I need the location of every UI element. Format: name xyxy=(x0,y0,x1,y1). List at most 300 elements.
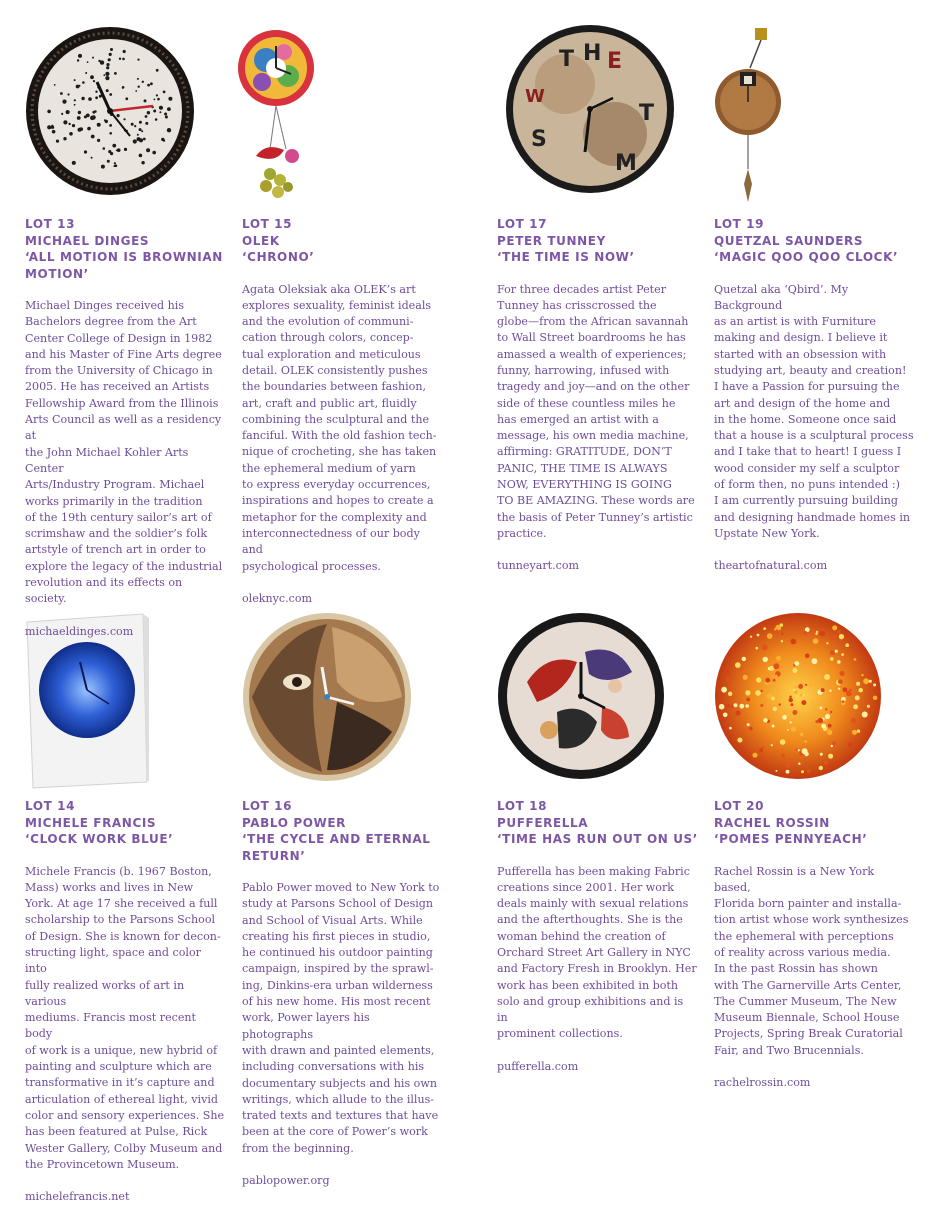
texture-dot xyxy=(137,137,141,141)
texture-dot xyxy=(832,625,837,630)
texture-dot xyxy=(830,650,835,655)
artwork-title: ‘ALL MOTION IS BROWNIAN xyxy=(25,250,223,264)
texture-dot xyxy=(820,753,823,756)
texture-dot xyxy=(861,674,863,676)
lot-20-entry xyxy=(714,798,914,1091)
texture-dot xyxy=(133,139,137,143)
texture-dot xyxy=(850,689,852,691)
texture-dot xyxy=(125,97,128,100)
texture-dot xyxy=(801,700,806,705)
texture-dot xyxy=(794,690,798,694)
texture-dot xyxy=(831,745,833,747)
lot-heading xyxy=(25,798,225,848)
texture-dot xyxy=(824,719,826,721)
texture-dot xyxy=(781,633,783,635)
texture-dot xyxy=(60,92,63,95)
texture-dot xyxy=(812,658,818,664)
artist-website-link[interactable]: pablopower.org xyxy=(242,1174,330,1188)
texture-dot xyxy=(843,687,848,692)
texture-dot xyxy=(819,766,823,770)
texture-dot xyxy=(155,118,158,121)
texture-dot xyxy=(755,647,758,650)
texture-dot xyxy=(813,638,819,644)
texture-dot xyxy=(787,729,789,731)
texture-dot xyxy=(873,683,876,686)
texture-dot xyxy=(809,683,814,688)
texture-dot xyxy=(835,650,838,653)
texture-dot xyxy=(119,58,121,60)
texture-dot xyxy=(74,104,76,106)
texture-dot xyxy=(851,718,856,723)
lot-number: LOT 20 xyxy=(714,799,765,813)
texture-dot xyxy=(87,61,89,63)
texture-dot xyxy=(91,135,95,139)
texture-dot xyxy=(729,727,732,730)
texture-dot xyxy=(146,148,150,152)
texture-dot xyxy=(123,118,125,120)
artist-name: PABLO POWER xyxy=(242,815,346,830)
texture-dot xyxy=(156,69,159,72)
texture-dot xyxy=(72,161,76,165)
texture-dot xyxy=(794,686,797,689)
texture-dot xyxy=(72,124,75,127)
artwork-title: ‘THE TIME IS NOW’ xyxy=(497,250,635,264)
texture-dot xyxy=(867,705,870,708)
texture-dot xyxy=(750,636,752,638)
texture-dot xyxy=(775,675,777,677)
texture-dot xyxy=(61,113,63,115)
texture-dot xyxy=(104,119,106,121)
texture-dot xyxy=(828,724,832,728)
texture-dot xyxy=(771,697,775,701)
texture-dot xyxy=(789,620,791,622)
texture-dot xyxy=(838,688,840,690)
svg-text:T: T xyxy=(559,47,575,72)
svg-text:T: T xyxy=(639,101,655,126)
texture-dot xyxy=(734,703,738,707)
texture-dot xyxy=(141,130,143,132)
artist-bio: Agata Oleksiak aka OLEK’s art explores sexuality, feminist ideals and the evolution of communi- cation through colors, concep- tual exploration and meticulous detail. OLEK consistently pushes the boundaries between fashion, art, craft and public art, fluidly combining the sculptural and the fanciful. With the old fashion tech- nique of crocheting, she has taken the ephemeral medium of yarn to express everyday occurrences, inspirations and hopes to create a metaphor for the complexity and interconnectedness of our body and psychological processes. xyxy=(242,282,437,573)
artist-website-link[interactable]: michelefrancis.net xyxy=(25,1190,130,1204)
texture-dot xyxy=(79,85,81,87)
lot-number: LOT 15 xyxy=(242,217,293,231)
texture-dot xyxy=(122,58,125,61)
artist-bio: Pablo Power moved to New York to study at Parsons School of Design and School of Visual Arts. While creating his first pieces in studio, he continued his outdoor painting campaign, inspired by the sprawl- ing, Dinkins-era urban wilderness of his new home. His most recent work, Power layers his photographs with drawn and painted elements, including conversations with his documentary subjects and his own writings, which allude to the illus- trated texts and textures that have been at the core of Power’s work from the beginning. xyxy=(242,881,440,1155)
texture-dot xyxy=(719,704,725,710)
texture-dot xyxy=(773,679,776,682)
lot-number: LOT 13 xyxy=(25,217,76,231)
texture-dot xyxy=(91,115,95,119)
texture-dot xyxy=(105,76,109,80)
texture-dot xyxy=(117,114,120,117)
artwork-pufferella-clock xyxy=(497,612,665,780)
texture-dot xyxy=(772,725,775,728)
texture-dot xyxy=(137,59,139,61)
texture-dot xyxy=(66,110,69,113)
texture-dot xyxy=(74,79,76,81)
texture-dot xyxy=(152,151,156,155)
texture-dot xyxy=(135,90,137,92)
lot-number: LOT 14 xyxy=(25,799,76,813)
artwork-title: ‘POMES PENNYEACH’ xyxy=(714,832,868,846)
texture-dot xyxy=(827,730,832,735)
texture-dot xyxy=(93,80,95,82)
texture-dot xyxy=(164,113,167,116)
texture-dot xyxy=(780,739,786,745)
texture-dot xyxy=(157,98,160,101)
texture-dot xyxy=(845,643,849,647)
lot-13-entry xyxy=(25,216,225,640)
texture-dot xyxy=(143,138,146,141)
texture-dot xyxy=(78,54,82,58)
texture-dot xyxy=(756,677,761,682)
texture-dot xyxy=(805,654,810,659)
svg-text:E: E xyxy=(607,49,623,74)
lot-heading xyxy=(497,216,697,266)
texture-dot xyxy=(87,127,91,131)
texture-dot xyxy=(142,81,144,83)
texture-dot xyxy=(116,150,118,152)
texture-dot xyxy=(114,72,117,75)
texture-dot xyxy=(791,726,796,731)
texture-dot xyxy=(163,139,165,141)
texture-dot xyxy=(820,631,826,637)
texture-dot xyxy=(825,714,830,719)
texture-dot xyxy=(776,656,781,661)
artwork-michael-dinges-clock xyxy=(25,26,195,196)
texture-dot xyxy=(753,753,758,758)
texture-dot xyxy=(773,707,777,711)
texture-dot xyxy=(818,718,823,723)
texture-dot xyxy=(165,116,168,119)
texture-dot xyxy=(873,696,877,700)
texture-dot xyxy=(815,633,817,635)
texture-dot xyxy=(821,688,825,692)
texture-dot xyxy=(112,144,116,148)
texture-dot xyxy=(731,705,734,708)
texture-dot xyxy=(153,110,156,113)
texture-dot xyxy=(109,53,112,56)
texture-dot xyxy=(81,97,84,100)
texture-dot xyxy=(802,694,804,696)
artwork-title: RETURN’ xyxy=(242,848,306,863)
texture-dot xyxy=(67,93,69,95)
texture-dot xyxy=(47,110,51,114)
texture-dot xyxy=(825,708,827,710)
texture-dot xyxy=(144,99,147,102)
texture-dot xyxy=(749,727,752,730)
texture-dot xyxy=(779,710,783,714)
texture-dot xyxy=(803,631,807,635)
texture-dot xyxy=(839,634,844,639)
texture-dot xyxy=(85,72,87,74)
texture-dot xyxy=(74,99,76,101)
texture-dot xyxy=(95,91,97,93)
texture-dot xyxy=(723,713,728,718)
texture-dot xyxy=(737,738,742,743)
texture-dot xyxy=(77,116,81,120)
texture-dot xyxy=(105,72,109,76)
svg-text:S: S xyxy=(531,127,547,152)
texture-dot xyxy=(826,642,828,644)
texture-dot xyxy=(114,162,116,164)
texture-dot xyxy=(124,148,127,151)
texture-dot xyxy=(790,721,792,723)
texture-dot xyxy=(154,99,156,101)
texture-dot xyxy=(156,94,158,96)
texture-dot xyxy=(790,639,796,645)
texture-dot xyxy=(90,75,94,79)
texture-dot xyxy=(109,132,112,135)
texture-dot xyxy=(106,89,109,92)
texture-dot xyxy=(167,107,171,111)
artist-website-link[interactable]: pufferella.com xyxy=(497,1059,579,1073)
texture-dot xyxy=(747,723,750,726)
texture-dot xyxy=(841,653,844,656)
texture-dot xyxy=(786,770,790,774)
lot-16-entry xyxy=(242,798,442,1189)
lot-number: LOT 17 xyxy=(497,217,548,231)
texture-dot xyxy=(47,125,51,129)
lot-heading xyxy=(714,798,914,848)
texture-dot xyxy=(134,125,136,127)
texture-dot xyxy=(95,96,98,99)
artist-bio: Michael Dinges received his Bachelors degree from the Art Center College of Design in 1982 and his Master of Fine Arts degree from the University of Chicago in 2005. He has received an Artists Fellowship Award from the Illinois Arts Council as well as a residency at the John Michael Kohler Arts Center Arts/Industry Program. Michael works primarily in the tradition of the 19th century sailor’s art of scrimshaw and the soldier’s folk artstyle of trench art in order to explore the legacy of the industrial revolution and its effects on society. xyxy=(25,299,223,606)
texture-dot xyxy=(763,718,767,722)
texture-dot xyxy=(842,700,845,703)
texture-dot xyxy=(846,690,852,696)
texture-dot xyxy=(807,769,810,772)
texture-dot xyxy=(785,763,790,768)
texture-dot xyxy=(792,710,797,715)
lot-heading xyxy=(25,216,225,282)
texture-dot xyxy=(724,669,729,674)
texture-dot xyxy=(855,656,857,658)
artwork-pablo-power-clock xyxy=(242,612,412,782)
texture-dot xyxy=(800,693,803,696)
texture-dot xyxy=(137,134,139,136)
texture-dot xyxy=(821,724,826,729)
texture-dot xyxy=(830,657,834,661)
texture-dot xyxy=(88,97,92,101)
texture-dot xyxy=(781,640,783,642)
texture-dot xyxy=(147,84,150,87)
lot-heading xyxy=(497,798,697,848)
texture-dot xyxy=(110,48,113,51)
texture-dot xyxy=(762,644,768,650)
texture-dot xyxy=(122,86,125,89)
texture-dot xyxy=(837,630,841,634)
artist-bio: Quetzal aka ‘Qbird’. My Background as an artist is with Furniture making and design. I believe it started with an obsession with studying art, beauty and creation! I have a Passion for pursuing the art and design of the home and in the home. Someone once said that a house is a sculptural process and I take that to heart! I guess I wood consider my self a sculptor of form then, no puns intended :) I am currently pursuing building and designing handmade homes in Upstate New York. xyxy=(714,282,914,540)
texture-dot xyxy=(106,66,109,69)
artwork-title: MOTION’ xyxy=(25,266,89,281)
artwork-title: ‘TIME HAS RUN OUT ON US’ xyxy=(497,832,698,846)
artist-website-link[interactable]: oleknyc.com xyxy=(242,591,313,605)
texture-dot xyxy=(830,636,835,641)
texture-dot xyxy=(139,154,143,158)
texture-dot xyxy=(92,57,94,59)
texture-dot xyxy=(138,86,140,88)
lot-heading xyxy=(242,798,442,864)
texture-dot xyxy=(92,111,95,114)
texture-dot xyxy=(159,111,161,113)
texture-dot xyxy=(108,58,111,61)
texture-dot xyxy=(829,690,831,692)
texture-dot xyxy=(145,115,148,118)
texture-dot xyxy=(726,704,730,708)
artist-name: PUFFERELLA xyxy=(497,815,589,830)
lot-number: LOT 19 xyxy=(714,217,765,231)
texture-dot xyxy=(763,657,768,662)
texture-dot xyxy=(84,115,87,118)
texture-dot xyxy=(817,676,819,678)
texture-dot xyxy=(854,658,857,661)
texture-dot xyxy=(100,60,104,64)
texture-dot xyxy=(838,679,843,684)
texture-dot xyxy=(168,97,172,101)
texture-dot xyxy=(745,690,750,695)
lot-number: LOT 16 xyxy=(242,799,293,813)
artist-bio: Pufferella has been making Fabric creations since 2001. Her work deals mainly with sexual relations and the afterthoughts. She is the woman behind the creation of Orchard Street Art Gallery in NYC and Factory Fresh in Brooklyn. Her work has been exhibited in both solo and group exhibitions and is in prominent collections. xyxy=(497,864,697,1041)
texture-dot xyxy=(796,749,798,751)
artist-name: MICHAEL DINGES xyxy=(25,233,150,248)
texture-dot xyxy=(745,704,749,708)
artwork-quetzal-saunders-clock xyxy=(710,24,780,206)
texture-dot xyxy=(859,688,863,692)
texture-dot xyxy=(798,684,803,689)
lot-14-entry xyxy=(25,798,225,1205)
texture-dot xyxy=(853,704,858,709)
artist-name: PETER TUNNEY xyxy=(497,233,606,248)
svg-text:H: H xyxy=(583,41,602,66)
artist-bio: Michele Francis (b. 1967 Boston, Mass) works and lives in New York. At age 17 she received a full scholarship to the Parsons School of Design. She is known for decon- structing light, space and color into fully realized works of art in various mediums. Francis most recent body of work is a unique, new hybrid of painting and sculpture which are transformative in it’s capture and articulation of ethereal light, vivid color and sensory experiences. She has been featured at Pulse, Rick Wester Gallery, Colby Museum and the Provincetown Museum. xyxy=(25,864,225,1171)
texture-dot xyxy=(739,704,744,709)
artist-website-link[interactable]: rachelrossin.com xyxy=(714,1076,811,1090)
texture-dot xyxy=(69,132,73,136)
texture-dot xyxy=(78,128,82,132)
texture-dot xyxy=(78,111,81,114)
texture-dot xyxy=(857,729,860,732)
texture-dot xyxy=(798,763,800,765)
texture-dot xyxy=(167,128,171,132)
artist-name: QUETZAL SAUNDERS xyxy=(714,233,864,248)
artwork-title: ‘THE CYCLE AND ETERNAL xyxy=(242,832,431,846)
texture-dot xyxy=(131,123,134,126)
lot-15-entry xyxy=(242,216,442,607)
texture-dot xyxy=(789,698,793,702)
texture-dot xyxy=(139,121,142,124)
texture-dot xyxy=(108,150,111,153)
texture-dot xyxy=(779,703,781,705)
lot-19-entry xyxy=(714,216,914,574)
texture-dot xyxy=(832,741,836,745)
texture-dot xyxy=(794,661,799,666)
texture-dot xyxy=(755,690,761,696)
texture-dot xyxy=(107,160,110,163)
texture-dot xyxy=(855,695,860,700)
texture-dot xyxy=(863,678,869,684)
texture-dot xyxy=(109,124,112,127)
artist-website-link[interactable]: theartofnatural.com xyxy=(714,559,828,573)
texture-dot xyxy=(139,128,142,131)
texture-dot xyxy=(109,93,112,96)
artwork-rachel-rossin-clock xyxy=(714,612,882,780)
svg-text:W: W xyxy=(525,86,545,107)
texture-dot xyxy=(869,680,872,683)
texture-dot xyxy=(759,748,763,752)
texture-dot xyxy=(742,657,746,661)
texture-dot xyxy=(137,78,139,80)
texture-dot xyxy=(802,748,808,754)
texture-dot xyxy=(837,660,840,663)
texture-dot xyxy=(54,84,56,86)
texture-dot xyxy=(830,711,833,714)
texture-dot xyxy=(773,663,779,669)
artwork-title: ‘MAGIC QOO QOO CLOCK’ xyxy=(714,250,899,264)
texture-dot xyxy=(767,633,773,639)
artist-bio: Rachel Rossin is a New York based, Florida born painter and installa- tion artist whose work synthesizes the ephemeral with perceptions of reality across various media. In the past Rossin has shown with The Garnerville Arts Center, The Cummer Museum, The New Museum Biennale, School House Projects, Spring Break Curatorial Fair, and Two Brucennials. xyxy=(714,864,909,1057)
texture-dot xyxy=(790,703,793,706)
artist-name: OLEK xyxy=(242,233,280,248)
artist-website-link[interactable]: tunneyart.com xyxy=(497,559,580,573)
texture-dot xyxy=(820,707,823,710)
texture-dot xyxy=(728,692,732,696)
lot-17-entry xyxy=(497,216,697,574)
texture-dot xyxy=(727,678,730,681)
texture-dot xyxy=(82,81,85,84)
texture-dot xyxy=(804,740,807,743)
texture-dot xyxy=(776,770,778,772)
texture-dot xyxy=(91,157,93,159)
texture-dot xyxy=(145,122,148,125)
artwork-title: ‘CLOCK WORK BLUE’ xyxy=(25,832,174,846)
artwork-title: ‘CHRONO’ xyxy=(242,250,315,264)
texture-dot xyxy=(115,164,118,167)
texture-dot xyxy=(746,698,750,702)
texture-dot xyxy=(824,674,830,680)
texture-dot xyxy=(824,760,828,764)
texture-dot xyxy=(735,710,740,715)
texture-dot xyxy=(63,137,66,140)
lot-number: LOT 18 xyxy=(497,799,548,813)
texture-dot xyxy=(856,682,860,686)
texture-dot xyxy=(781,753,785,757)
texture-dot xyxy=(816,631,818,633)
texture-dot xyxy=(771,744,773,746)
texture-dot xyxy=(800,733,803,736)
artist-website-link[interactable]: michaeldinges.com xyxy=(25,624,134,638)
texture-dot xyxy=(852,730,857,735)
texture-dot xyxy=(763,627,766,630)
texture-dot xyxy=(101,165,105,169)
texture-dot xyxy=(743,675,748,680)
texture-dot xyxy=(721,687,727,693)
texture-dot xyxy=(762,746,764,748)
artist-bio: For three decades artist Peter Tunney has crisscrossed the globe—from the African savannah to Wall Street boardrooms he has amassed a wealth of experiences; funny, harrowing, infused with tragedy and joy—and on the other side of these countless miles he has emerged an artist with a message, his own media machine, affirming: GRATITUDE, DON’T PANIC, THE TIME IS ALWAYS NOW, EVERYTHING IS GOING TO BE AMAZING. These words are the basis of Peter Tunney’s artistic practice. xyxy=(497,282,695,540)
texture-dot xyxy=(103,147,106,150)
texture-dot xyxy=(103,74,105,76)
texture-dot xyxy=(141,161,144,164)
artist-name: RACHEL ROSSIN xyxy=(714,815,830,830)
texture-dot xyxy=(56,140,59,143)
texture-dot xyxy=(77,59,79,61)
texture-dot xyxy=(805,684,807,686)
texture-dot xyxy=(792,668,797,673)
texture-dot xyxy=(798,749,800,751)
texture-dot xyxy=(68,123,70,125)
texture-dot xyxy=(97,123,101,127)
texture-dot xyxy=(735,662,741,668)
